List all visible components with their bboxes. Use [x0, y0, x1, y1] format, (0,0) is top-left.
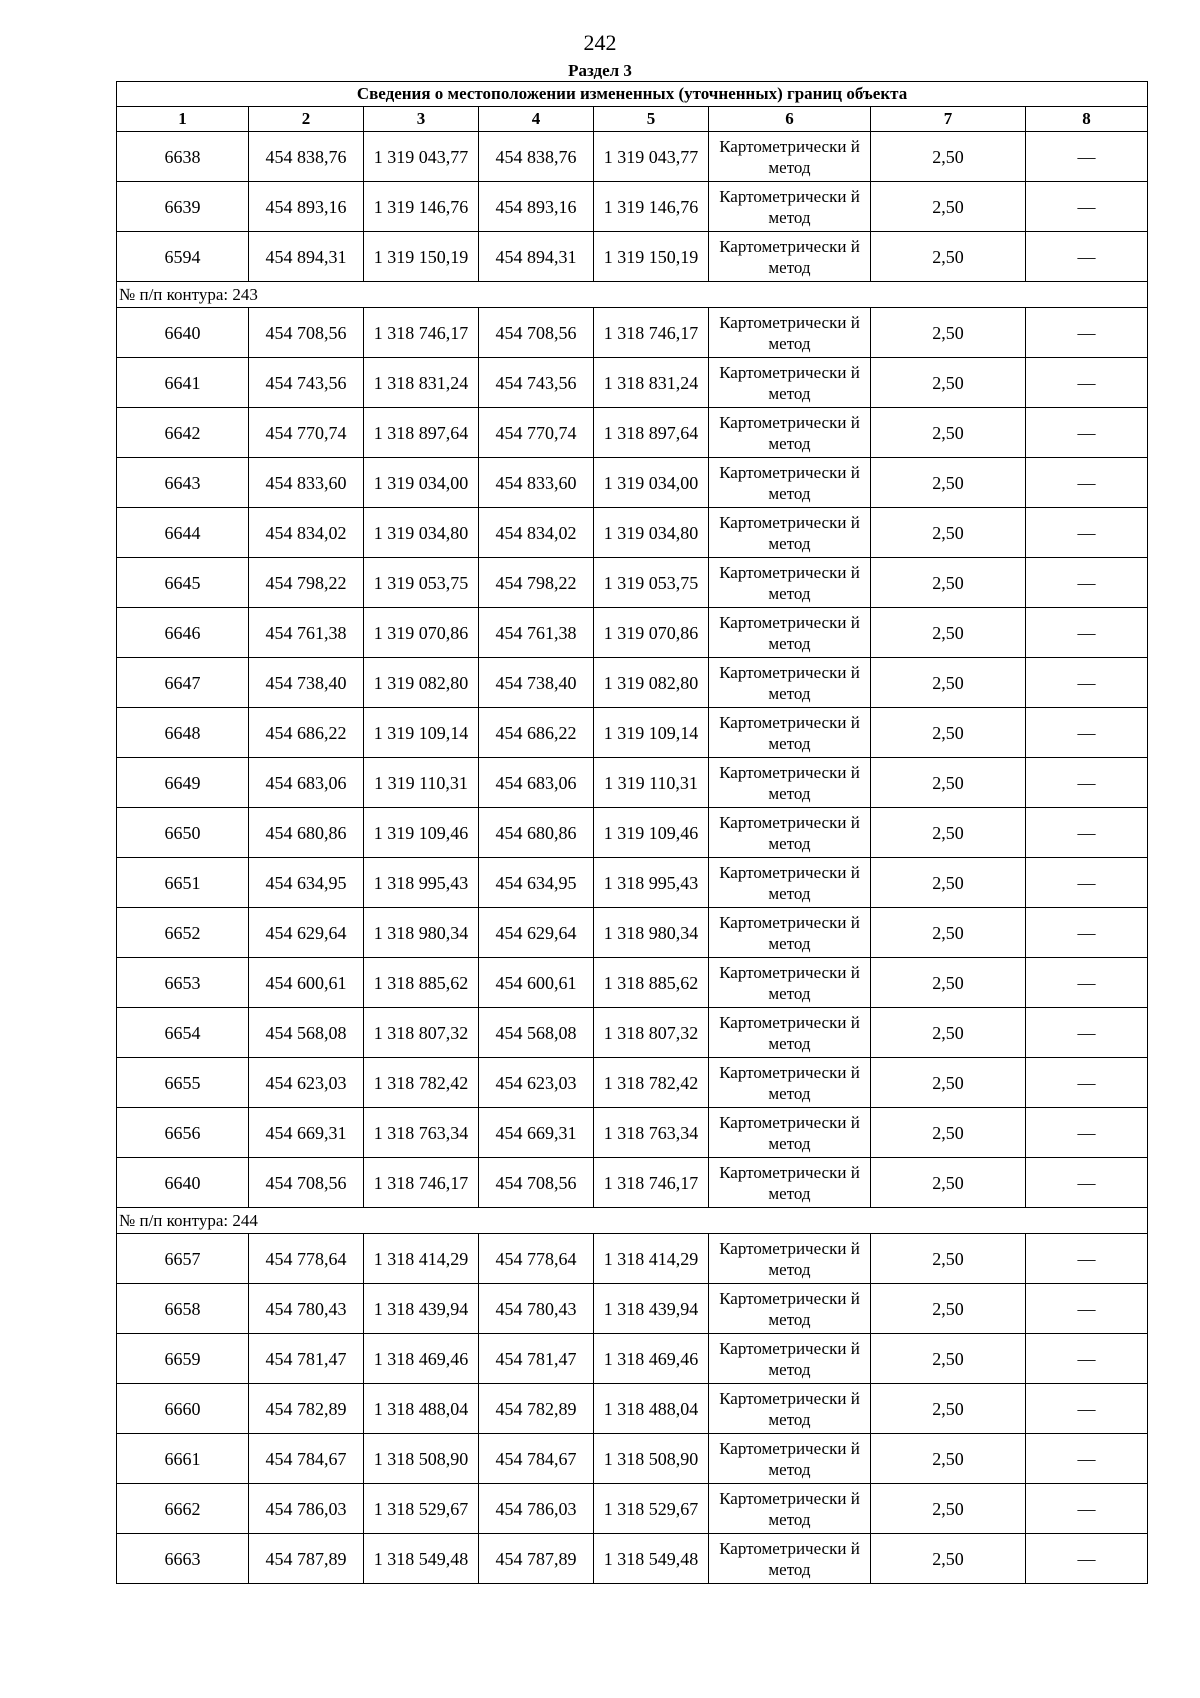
point-number-cell: 6662: [117, 1484, 249, 1534]
table-row: [117, 1284, 1148, 1334]
x-new-cell: 454 600,61: [479, 958, 594, 1008]
table-row: [117, 908, 1148, 958]
x-new-cell: 454 708,56: [479, 308, 594, 358]
method-cell: Картометрически й метод: [709, 1434, 871, 1484]
point-number-cell: 6661: [117, 1434, 249, 1484]
x-existing-cell: 454 778,64: [249, 1234, 364, 1284]
accuracy-cell: 2,50: [871, 958, 1026, 1008]
y-existing-cell: 1 318 831,24: [364, 358, 479, 408]
table-row: [117, 1384, 1148, 1434]
y-existing-cell: 1 318 414,29: [364, 1234, 479, 1284]
accuracy-cell: 2,50: [871, 1008, 1026, 1058]
column-number: 2: [249, 107, 364, 132]
y-existing-cell: 1 318 549,48: [364, 1534, 479, 1584]
y-existing-cell: 1 319 150,19: [364, 232, 479, 282]
method-cell: Картометрически й метод: [709, 758, 871, 808]
coordinates-table: [116, 81, 1148, 1584]
accuracy-cell: 2,50: [871, 608, 1026, 658]
point-number-cell: 6656: [117, 1108, 249, 1158]
point-number-cell: 6638: [117, 132, 249, 182]
y-existing-cell: 1 318 746,17: [364, 308, 479, 358]
x-existing-cell: 454 784,67: [249, 1434, 364, 1484]
y-new-cell: 1 319 109,14: [594, 708, 709, 758]
table-row: [117, 182, 1148, 232]
x-existing-cell: 454 780,43: [249, 1284, 364, 1334]
table-row: [117, 1534, 1148, 1584]
y-existing-cell: 1 319 053,75: [364, 558, 479, 608]
method-cell: Картометрически й метод: [709, 308, 871, 358]
y-new-cell: 1 318 782,42: [594, 1058, 709, 1108]
x-new-cell: 454 784,67: [479, 1434, 594, 1484]
point-number-cell: 6663: [117, 1534, 249, 1584]
table-caption-row: [117, 82, 1148, 107]
y-new-cell: 1 318 897,64: [594, 408, 709, 458]
y-new-cell: 1 318 746,17: [594, 308, 709, 358]
column-number: 7: [871, 107, 1026, 132]
x-existing-cell: 454 683,06: [249, 758, 364, 808]
y-existing-cell: 1 319 034,80: [364, 508, 479, 558]
table-row: [117, 608, 1148, 658]
x-new-cell: 454 786,03: [479, 1484, 594, 1534]
point-number-cell: 6645: [117, 558, 249, 608]
x-new-cell: 454 623,03: [479, 1058, 594, 1108]
y-new-cell: 1 318 529,67: [594, 1484, 709, 1534]
y-existing-cell: 1 318 885,62: [364, 958, 479, 1008]
y-existing-cell: 1 319 146,76: [364, 182, 479, 232]
point-number-cell: 6657: [117, 1234, 249, 1284]
accuracy-cell: 2,50: [871, 408, 1026, 458]
x-existing-cell: 454 798,22: [249, 558, 364, 608]
description-cell: —: [1026, 408, 1148, 458]
column-number: 4: [479, 107, 594, 132]
description-cell: —: [1026, 1384, 1148, 1434]
description-cell: —: [1026, 758, 1148, 808]
y-existing-cell: 1 318 439,94: [364, 1284, 479, 1334]
accuracy-cell: 2,50: [871, 458, 1026, 508]
accuracy-cell: 2,50: [871, 358, 1026, 408]
column-number: 6: [709, 107, 871, 132]
y-existing-cell: 1 318 897,64: [364, 408, 479, 458]
y-existing-cell: 1 319 109,46: [364, 808, 479, 858]
accuracy-cell: 2,50: [871, 658, 1026, 708]
x-new-cell: 454 782,89: [479, 1384, 594, 1434]
x-existing-cell: 454 786,03: [249, 1484, 364, 1534]
point-number-cell: 6640: [117, 308, 249, 358]
table-row: [117, 1008, 1148, 1058]
accuracy-cell: 2,50: [871, 308, 1026, 358]
x-new-cell: 454 781,47: [479, 1334, 594, 1384]
method-cell: Картометрически й метод: [709, 908, 871, 958]
point-number-cell: 6643: [117, 458, 249, 508]
description-cell: —: [1026, 558, 1148, 608]
y-new-cell: 1 318 488,04: [594, 1384, 709, 1434]
method-cell: Картометрически й метод: [709, 1384, 871, 1434]
method-cell: Картометрически й метод: [709, 132, 871, 182]
description-cell: —: [1026, 608, 1148, 658]
contour-number: 244: [232, 1210, 258, 1230]
x-existing-cell: 454 770,74: [249, 408, 364, 458]
table-row: [117, 1158, 1148, 1208]
y-existing-cell: 1 319 109,14: [364, 708, 479, 758]
x-existing-cell: 454 743,56: [249, 358, 364, 408]
table-body: [117, 82, 1148, 1584]
description-cell: —: [1026, 1108, 1148, 1158]
x-new-cell: 454 761,38: [479, 608, 594, 658]
x-existing-cell: 454 686,22: [249, 708, 364, 758]
description-cell: —: [1026, 1434, 1148, 1484]
table-row: [117, 658, 1148, 708]
method-cell: Картометрически й метод: [709, 1484, 871, 1534]
x-existing-cell: 454 834,02: [249, 508, 364, 558]
description-cell: —: [1026, 182, 1148, 232]
point-number-cell: 6639: [117, 182, 249, 232]
y-existing-cell: 1 319 034,00: [364, 458, 479, 508]
method-cell: Картометрически й метод: [709, 408, 871, 458]
description-cell: —: [1026, 1058, 1148, 1108]
table-row: [117, 1058, 1148, 1108]
x-new-cell: 454 893,16: [479, 182, 594, 232]
point-number-cell: 6658: [117, 1284, 249, 1334]
x-new-cell: 454 708,56: [479, 1158, 594, 1208]
y-new-cell: 1 319 053,75: [594, 558, 709, 608]
table-row: [117, 558, 1148, 608]
table-row: [117, 808, 1148, 858]
x-new-cell: 454 838,76: [479, 132, 594, 182]
page-number: 242: [583, 30, 617, 55]
x-existing-cell: 454 669,31: [249, 1108, 364, 1158]
x-new-cell: 454 894,31: [479, 232, 594, 282]
x-new-cell: 454 834,02: [479, 508, 594, 558]
x-new-cell: 454 629,64: [479, 908, 594, 958]
description-cell: —: [1026, 1008, 1148, 1058]
method-cell: Картометрически й метод: [709, 608, 871, 658]
method-cell: Картометрически й метод: [709, 808, 871, 858]
x-existing-cell: 454 600,61: [249, 958, 364, 1008]
y-new-cell: 1 319 146,76: [594, 182, 709, 232]
accuracy-cell: 2,50: [871, 1434, 1026, 1484]
x-existing-cell: 454 623,03: [249, 1058, 364, 1108]
method-cell: Картометрически й метод: [709, 1334, 871, 1384]
table-row: [117, 132, 1148, 182]
method-cell: Картометрически й метод: [709, 182, 871, 232]
description-cell: —: [1026, 232, 1148, 282]
x-existing-cell: 454 738,40: [249, 658, 364, 708]
accuracy-cell: 2,50: [871, 908, 1026, 958]
column-number: 8: [1026, 107, 1148, 132]
method-cell: Картометрически й метод: [709, 508, 871, 558]
y-existing-cell: 1 318 508,90: [364, 1434, 479, 1484]
point-number-cell: 6640: [117, 1158, 249, 1208]
point-number-cell: 6647: [117, 658, 249, 708]
table-row: [117, 308, 1148, 358]
column-number: 1: [117, 107, 249, 132]
method-cell: Картометрически й метод: [709, 708, 871, 758]
contour-label: [117, 1208, 1148, 1234]
point-number-cell: 6641: [117, 358, 249, 408]
accuracy-cell: 2,50: [871, 858, 1026, 908]
x-new-cell: 454 770,74: [479, 408, 594, 458]
method-cell: Картометрически й метод: [709, 1108, 871, 1158]
y-new-cell: 1 319 150,19: [594, 232, 709, 282]
method-cell: Картометрически й метод: [709, 1534, 871, 1584]
y-existing-cell: 1 318 529,67: [364, 1484, 479, 1534]
y-new-cell: 1 318 414,29: [594, 1234, 709, 1284]
y-existing-cell: 1 319 043,77: [364, 132, 479, 182]
description-cell: —: [1026, 858, 1148, 908]
x-existing-cell: 454 629,64: [249, 908, 364, 958]
method-cell: Картометрически й метод: [709, 558, 871, 608]
point-number-cell: 6649: [117, 758, 249, 808]
description-cell: —: [1026, 1534, 1148, 1584]
y-existing-cell: 1 318 488,04: [364, 1384, 479, 1434]
x-new-cell: 454 798,22: [479, 558, 594, 608]
description-cell: —: [1026, 132, 1148, 182]
y-new-cell: 1 318 763,34: [594, 1108, 709, 1158]
x-new-cell: 454 686,22: [479, 708, 594, 758]
x-existing-cell: 454 761,38: [249, 608, 364, 658]
contour-number: 243: [232, 284, 258, 304]
description-cell: —: [1026, 908, 1148, 958]
description-cell: —: [1026, 1284, 1148, 1334]
point-number-cell: 6655: [117, 1058, 249, 1108]
description-cell: —: [1026, 508, 1148, 558]
method-cell: Картометрически й метод: [709, 658, 871, 708]
accuracy-cell: 2,50: [871, 1234, 1026, 1284]
y-existing-cell: 1 318 746,17: [364, 1158, 479, 1208]
section-title: Раздел 3: [568, 61, 632, 80]
point-number-cell: 6651: [117, 858, 249, 908]
y-existing-cell: 1 318 469,46: [364, 1334, 479, 1384]
x-new-cell: 454 634,95: [479, 858, 594, 908]
method-cell: Картометрически й метод: [709, 858, 871, 908]
description-cell: —: [1026, 1234, 1148, 1284]
x-new-cell: 454 780,43: [479, 1284, 594, 1334]
y-new-cell: 1 319 082,80: [594, 658, 709, 708]
accuracy-cell: 2,50: [871, 232, 1026, 282]
point-number-cell: 6660: [117, 1384, 249, 1434]
y-new-cell: 1 319 043,77: [594, 132, 709, 182]
y-existing-cell: 1 319 082,80: [364, 658, 479, 708]
accuracy-cell: 2,50: [871, 1058, 1026, 1108]
method-cell: Картометрически й метод: [709, 358, 871, 408]
y-new-cell: 1 319 070,86: [594, 608, 709, 658]
y-existing-cell: 1 319 070,86: [364, 608, 479, 658]
column-number: 3: [364, 107, 479, 132]
contour-row: [117, 1208, 1148, 1234]
table-row: [117, 508, 1148, 558]
y-new-cell: 1 319 109,46: [594, 808, 709, 858]
point-number-cell: 6646: [117, 608, 249, 658]
point-number-cell: 6659: [117, 1334, 249, 1384]
accuracy-cell: 2,50: [871, 758, 1026, 808]
table-row: [117, 708, 1148, 758]
x-existing-cell: 454 893,16: [249, 182, 364, 232]
accuracy-cell: 2,50: [871, 182, 1026, 232]
x-existing-cell: 454 894,31: [249, 232, 364, 282]
method-cell: Картометрически й метод: [709, 1158, 871, 1208]
y-new-cell: 1 318 469,46: [594, 1334, 709, 1384]
x-new-cell: 454 787,89: [479, 1534, 594, 1584]
accuracy-cell: 2,50: [871, 1534, 1026, 1584]
x-new-cell: 454 683,06: [479, 758, 594, 808]
x-existing-cell: 454 708,56: [249, 1158, 364, 1208]
table-row: [117, 408, 1148, 458]
y-new-cell: 1 318 549,48: [594, 1534, 709, 1584]
description-cell: —: [1026, 1484, 1148, 1534]
y-existing-cell: 1 318 980,34: [364, 908, 479, 958]
y-new-cell: 1 318 746,17: [594, 1158, 709, 1208]
column-number-row: [117, 107, 1148, 132]
accuracy-cell: 2,50: [871, 1284, 1026, 1334]
x-existing-cell: 454 833,60: [249, 458, 364, 508]
method-cell: Картометрически й метод: [709, 958, 871, 1008]
point-number-cell: 6650: [117, 808, 249, 858]
x-new-cell: 454 680,86: [479, 808, 594, 858]
x-existing-cell: 454 680,86: [249, 808, 364, 858]
point-number-cell: 6648: [117, 708, 249, 758]
table-row: [117, 758, 1148, 808]
description-cell: —: [1026, 308, 1148, 358]
x-new-cell: 454 738,40: [479, 658, 594, 708]
y-existing-cell: 1 318 763,34: [364, 1108, 479, 1158]
x-existing-cell: 454 568,08: [249, 1008, 364, 1058]
y-new-cell: 1 318 980,34: [594, 908, 709, 958]
y-existing-cell: 1 318 995,43: [364, 858, 479, 908]
accuracy-cell: 2,50: [871, 1484, 1026, 1534]
y-new-cell: 1 319 034,00: [594, 458, 709, 508]
contour-label-prefix: № п/п контура:: [119, 1210, 233, 1230]
description-cell: —: [1026, 1334, 1148, 1384]
y-existing-cell: 1 318 782,42: [364, 1058, 479, 1108]
contour-label: [117, 282, 1148, 308]
point-number-cell: 6653: [117, 958, 249, 1008]
y-new-cell: 1 319 034,80: [594, 508, 709, 558]
column-number: 5: [594, 107, 709, 132]
accuracy-cell: 2,50: [871, 708, 1026, 758]
x-existing-cell: 454 787,89: [249, 1534, 364, 1584]
point-number-cell: 6642: [117, 408, 249, 458]
y-existing-cell: 1 318 807,32: [364, 1008, 479, 1058]
x-existing-cell: 454 634,95: [249, 858, 364, 908]
x-existing-cell: 454 838,76: [249, 132, 364, 182]
x-new-cell: 454 778,64: [479, 1234, 594, 1284]
description-cell: —: [1026, 1158, 1148, 1208]
contour-row: [117, 282, 1148, 308]
y-new-cell: 1 319 110,31: [594, 758, 709, 808]
y-new-cell: 1 318 807,32: [594, 1008, 709, 1058]
table-row: [117, 358, 1148, 408]
x-new-cell: 454 568,08: [479, 1008, 594, 1058]
method-cell: Картометрически й метод: [709, 1058, 871, 1108]
y-existing-cell: 1 319 110,31: [364, 758, 479, 808]
point-number-cell: 6644: [117, 508, 249, 558]
accuracy-cell: 2,50: [871, 1384, 1026, 1434]
description-cell: —: [1026, 808, 1148, 858]
x-existing-cell: 454 781,47: [249, 1334, 364, 1384]
point-number-cell: 6594: [117, 232, 249, 282]
description-cell: —: [1026, 958, 1148, 1008]
table-row: [117, 858, 1148, 908]
table-row: [117, 1108, 1148, 1158]
table-row: [117, 958, 1148, 1008]
y-new-cell: 1 318 995,43: [594, 858, 709, 908]
method-cell: Картометрически й метод: [709, 458, 871, 508]
method-cell: Картометрически й метод: [709, 1284, 871, 1334]
y-new-cell: 1 318 439,94: [594, 1284, 709, 1334]
accuracy-cell: 2,50: [871, 132, 1026, 182]
y-new-cell: 1 318 508,90: [594, 1434, 709, 1484]
description-cell: —: [1026, 358, 1148, 408]
table-row: [117, 1434, 1148, 1484]
description-cell: —: [1026, 708, 1148, 758]
table-row: [117, 1484, 1148, 1534]
table-row: [117, 1334, 1148, 1384]
y-new-cell: 1 318 831,24: [594, 358, 709, 408]
contour-label-prefix: № п/п контура:: [119, 284, 233, 304]
description-cell: —: [1026, 458, 1148, 508]
method-cell: Картометрически й метод: [709, 1008, 871, 1058]
accuracy-cell: 2,50: [871, 1158, 1026, 1208]
x-existing-cell: 454 782,89: [249, 1384, 364, 1434]
accuracy-cell: 2,50: [871, 558, 1026, 608]
x-new-cell: 454 833,60: [479, 458, 594, 508]
point-number-cell: 6652: [117, 908, 249, 958]
method-cell: Картометрически й метод: [709, 232, 871, 282]
x-new-cell: 454 743,56: [479, 358, 594, 408]
accuracy-cell: 2,50: [871, 1334, 1026, 1384]
point-number-cell: 6654: [117, 1008, 249, 1058]
y-new-cell: 1 318 885,62: [594, 958, 709, 1008]
accuracy-cell: 2,50: [871, 1108, 1026, 1158]
accuracy-cell: 2,50: [871, 508, 1026, 558]
method-cell: Картометрически й метод: [709, 1234, 871, 1284]
table-row: [117, 1234, 1148, 1284]
accuracy-cell: 2,50: [871, 808, 1026, 858]
x-new-cell: 454 669,31: [479, 1108, 594, 1158]
table-caption: Сведения о местоположении измененных (уточненных) границ объекта: [117, 82, 1148, 107]
table-row: [117, 458, 1148, 508]
x-existing-cell: 454 708,56: [249, 308, 364, 358]
table-row: [117, 232, 1148, 282]
description-cell: —: [1026, 658, 1148, 708]
